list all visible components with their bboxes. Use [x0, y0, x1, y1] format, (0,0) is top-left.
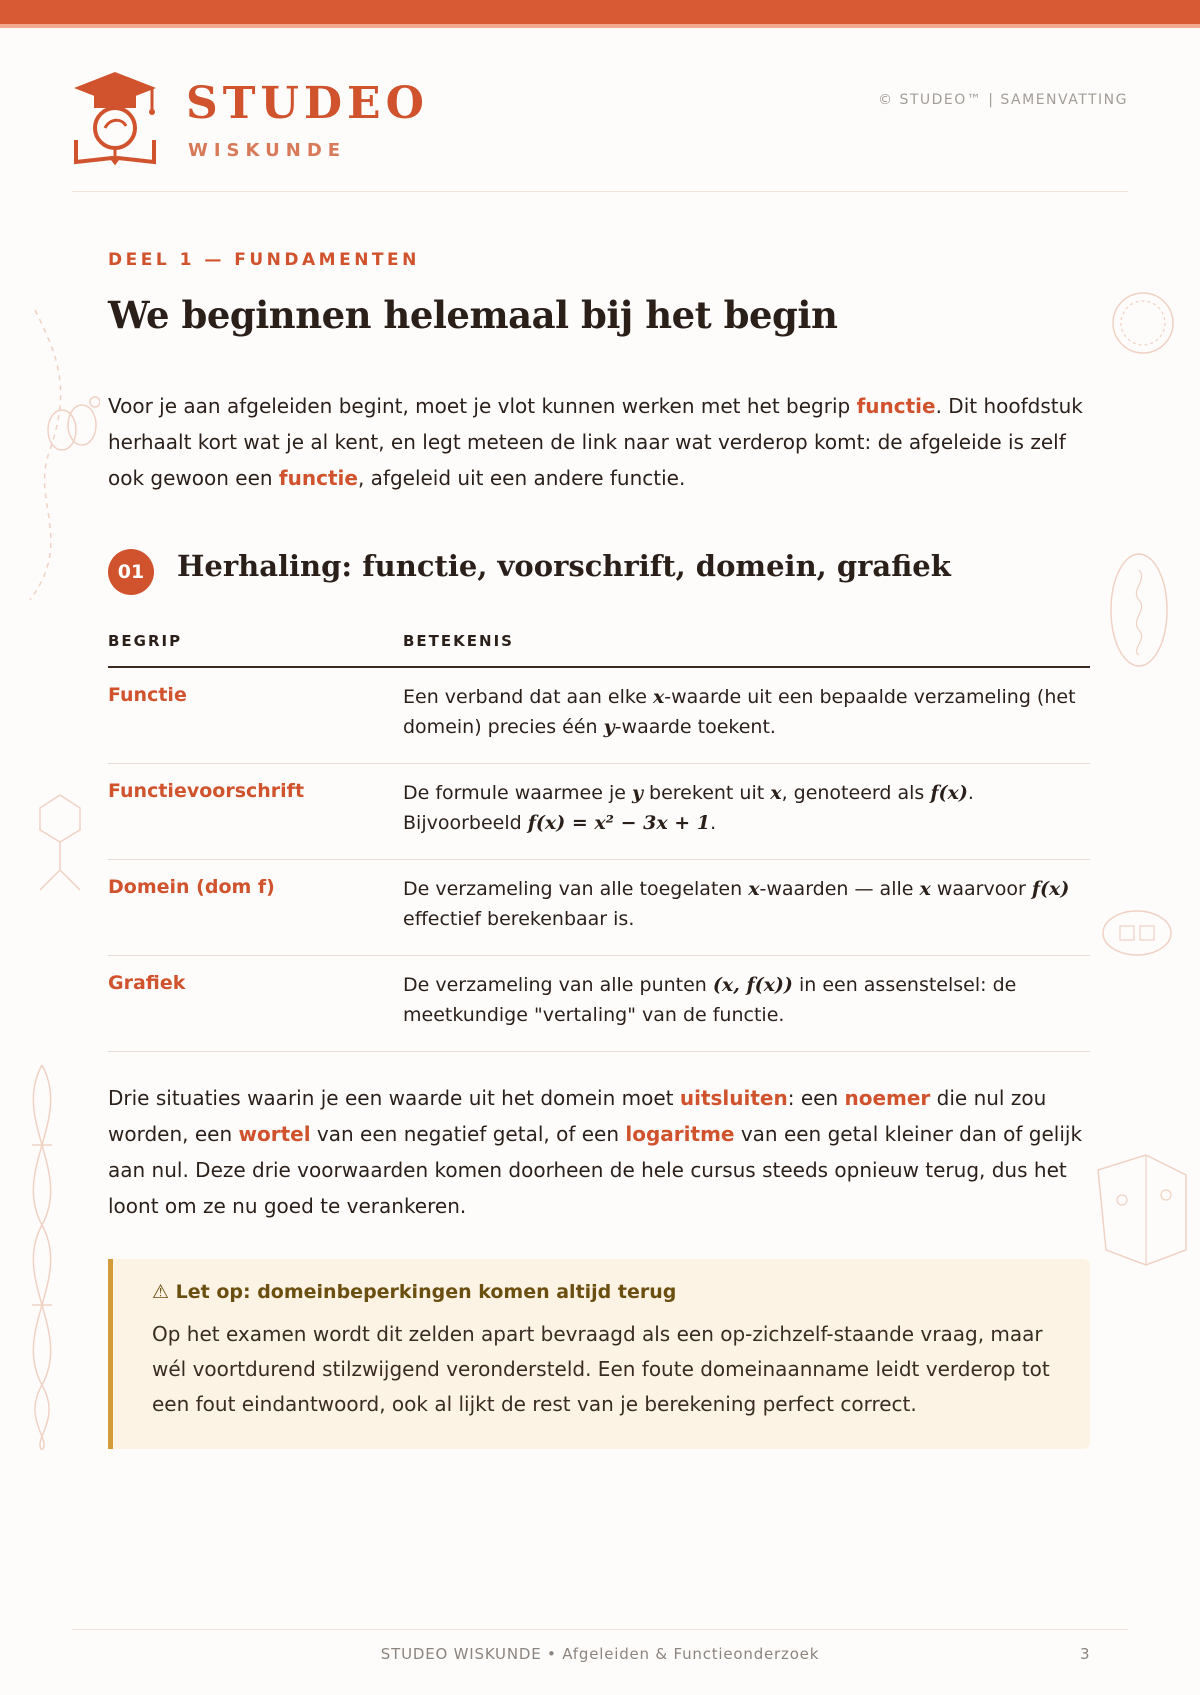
definition-text: . Bijvoorbeeld: [403, 782, 974, 834]
column-header-betekenis: BETEKENIS: [403, 632, 514, 650]
math-symbol: x: [748, 878, 760, 900]
callout-title: ⚠ Let op: domeinbeperkingen komen altijd terug: [152, 1281, 677, 1303]
math-symbol: f(x): [1031, 878, 1070, 900]
chapter-kicker: DEEL 1 — FUNDAMENTEN: [108, 250, 420, 270]
definition-text: waarvoor: [930, 878, 1032, 900]
section-title: Herhaling: functie, voorschrift, domein, grafiek: [177, 549, 951, 583]
term-cell: Functie: [108, 684, 187, 706]
definition-cell: [403, 874, 1083, 934]
brand-subject: WISKUNDE: [188, 140, 347, 161]
math-symbol: x: [652, 686, 665, 708]
definition-text: berekent uit: [643, 782, 771, 804]
definition-text: -waarde toekent.: [614, 716, 776, 738]
footer-divider: [72, 1629, 1128, 1630]
definition-text: in een assenstelsel: de meetkundige "vertaling" van de functie.: [403, 974, 1017, 1026]
math-symbol: x: [919, 878, 931, 900]
keyword-functie: functie: [856, 394, 936, 418]
definition-text: .: [710, 812, 717, 834]
math-formula: f(x) = x² − 3x + 1: [527, 812, 711, 834]
page-title: We beginnen helemaal bij het begin: [108, 293, 838, 337]
keyword-noemer: noemer: [844, 1086, 931, 1110]
definition-cell: [403, 682, 1083, 742]
table-row: [108, 668, 1090, 764]
math-symbol: x: [770, 782, 782, 804]
definition-text: -waarde uit een bepaalde verzameling (het domein) precies één: [403, 686, 1076, 738]
definition-cell: [403, 970, 1083, 1030]
definition-text: -waarden — alle: [759, 878, 920, 900]
intro-text-1: Voor je aan afgeleiden begint, moet je vlot kunnen werken met het begrip: [108, 394, 857, 418]
term-cell: Functievoorschrift: [108, 780, 305, 802]
math-symbol: f(x): [930, 782, 968, 804]
table-row: [108, 860, 1090, 956]
footer-text: STUDEO WISKUNDE • Afgeleiden & Functieonderzoek: [380, 1645, 820, 1663]
section-number-badge: 01: [108, 549, 154, 595]
page-number: 3: [1080, 1645, 1090, 1663]
intro-text-2: . Dit hoofdstuk herhaalt kort wat je al kent, en legt meteen de link naar wat verderop komt: de afgeleide is zelf ook gewoon een: [108, 394, 1083, 490]
keyword-wortel: wortel: [238, 1122, 311, 1146]
top-accent-stripe: [0, 24, 1200, 28]
paragraph-text: die nul zou worden, een: [108, 1086, 1047, 1146]
doodle-capsule: [1100, 908, 1174, 958]
definition-text: De formule waarmee je: [403, 782, 632, 804]
definition-text: , genoteerd als: [781, 782, 931, 804]
doodle-cell: [1108, 550, 1170, 670]
header-copyright: © STUDEO™ | SAMENVATTING: [878, 92, 1128, 108]
doodle-circle: [1110, 290, 1176, 356]
term-cell: Grafiek: [108, 972, 186, 994]
domain-restrictions-paragraph: [108, 1080, 1098, 1224]
definition-text: Een verband dat aan elke: [403, 686, 653, 708]
keyword-uitsluiten: uitsluiten: [679, 1086, 788, 1110]
intro-text-3: , afgeleid uit een andere functie.: [357, 466, 686, 490]
doodle-left-curve: [20, 300, 100, 600]
keyword-functie-2: functie: [278, 466, 358, 490]
definition-cell: [403, 778, 1083, 838]
warning-callout: [108, 1259, 1090, 1449]
doodle-map: [1086, 1150, 1196, 1310]
definition-text: De verzameling van alle toegelaten: [403, 878, 749, 900]
definitions-table: [108, 620, 1090, 1052]
paragraph-text: : een: [787, 1086, 845, 1110]
paragraph-text: van een getal kleiner dan of gelijk aan nul. Deze drie voorwaarden komen doorheen de hele cursus steeds opnieuw terug, dus het loont om ze nu goed te verankeren.: [108, 1122, 1083, 1218]
callout-body: Op het examen wordt dit zelden apart bevraagd als een op-zichzelf-staande vraag, maar wél voortdurend stilzwijgend verondersteld. Een foute domeinaanname leidt verderop tot een fout eindantwoord, ook al lijkt de rest van je berekening perfect correct.: [152, 1322, 1050, 1416]
math-symbol: y: [603, 716, 615, 738]
table-row: [108, 956, 1090, 1052]
column-header-begrip: BEGRIP: [108, 632, 183, 650]
page-header: [72, 70, 1128, 170]
paragraph-text: Drie situaties waarin je een waarde uit het domein moet: [108, 1086, 680, 1110]
math-symbol: (x, f(x)): [712, 974, 793, 996]
header-divider: [72, 191, 1128, 192]
math-symbol: y: [631, 782, 643, 804]
keyword-logaritme: logaritme: [625, 1122, 735, 1146]
term-cell: Domein (dom f): [108, 876, 275, 898]
graduation-cap-book-icon: [72, 70, 158, 166]
doodle-dna: [12, 1060, 72, 1450]
definition-text: De verzameling van alle punten: [403, 974, 713, 996]
paragraph-text: van een negatief getal, of een: [310, 1122, 626, 1146]
top-accent-bar: [0, 0, 1200, 24]
brand-name: STUDEO: [186, 78, 429, 129]
table-header: [108, 620, 1090, 668]
intro-paragraph: [108, 388, 1098, 496]
doodle-molecule: [30, 790, 90, 900]
definition-text: effectief berekenbaar is.: [403, 908, 635, 930]
table-row: [108, 764, 1090, 860]
